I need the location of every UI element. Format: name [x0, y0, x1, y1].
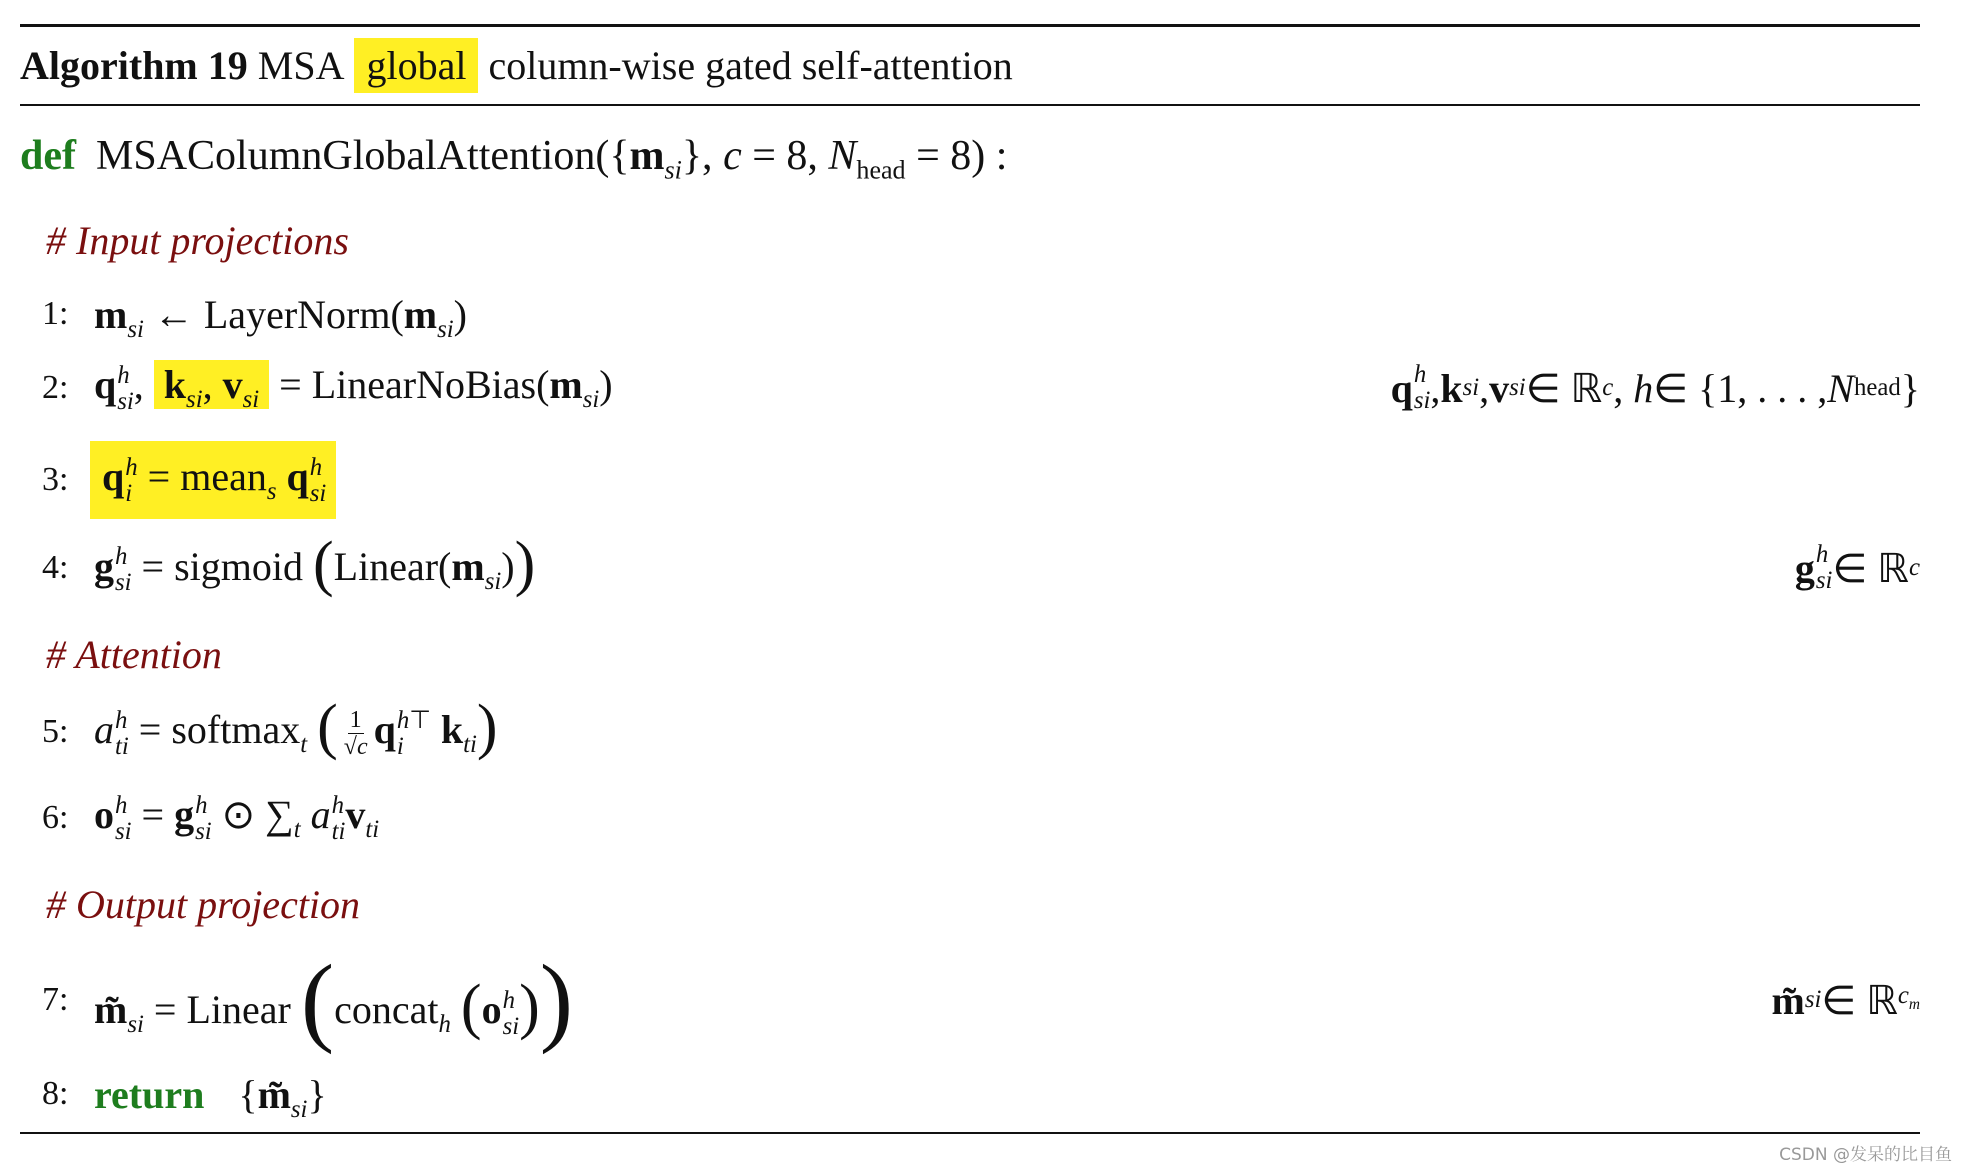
def-keyword: def: [20, 133, 76, 179]
title-rule: [20, 104, 1920, 106]
line-2-highlight: $k_{si}$, $v_{si}$: [154, 360, 269, 409]
algorithm-title: [20, 34, 1013, 96]
algorithm-label: Algorithm 19: [20, 42, 248, 88]
bottom-rule: [20, 1132, 1920, 1134]
line-1: [42, 284, 1920, 344]
line-3: [42, 440, 1920, 520]
comment-attention: # Attention: [46, 631, 222, 677]
line-1-expr: $m_{si}$ ← $LayerNorm(m_{si})$: [94, 291, 467, 343]
top-rule: [20, 24, 1920, 27]
line-2-expr: q h si , $k_{si}$, $v_{si}$ = $LinearNoBias(m_{si})$: [94, 361, 613, 415]
line-3-expr: q h i = mean$_s$ q h si: [90, 441, 336, 519]
function-signature: ($\{m_{si}\}$, c = 8, $N_{head} = 8$) :: [595, 133, 1008, 185]
algorithm-prefix: MSA: [257, 42, 345, 88]
line-5-expr: a h ti = softmax$_t$ ( $\frac{1}{√c}$ q h⊤ i $k_{ti}$): [94, 693, 498, 762]
line-7-expr: $m̃_{si}$ = Linear (concat$_h$ (o h si )): [94, 944, 574, 1055]
line-8-expr: $\{m̃_{si}\}$: [238, 1071, 327, 1123]
watermark: CSDN @发呆的比目鱼: [1779, 1145, 1952, 1165]
return-keyword: return: [94, 1071, 205, 1117]
line-number: 2:: [42, 369, 69, 406]
line-2: [42, 356, 1920, 420]
line-number: 7:: [42, 981, 69, 1018]
line-number: 8:: [42, 1075, 69, 1112]
line-6: [42, 786, 1920, 850]
comment-output-projection: # Output projection: [46, 881, 361, 927]
function-name: MSAColumnGlobalAttention: [96, 133, 596, 179]
line-7-annotation: m̃ si ∈ ℝ $c_m$: [1771, 977, 1920, 1023]
line-number: 6:: [42, 799, 69, 836]
line-number: 3:: [42, 461, 69, 498]
line-4-expr: g h si = sigmoid $(Linear(m_{si}))$: [94, 529, 536, 598]
algorithm-subtitle: column-wise gated self-attention: [488, 42, 1013, 88]
line-number: 4:: [42, 549, 69, 586]
line-8: [42, 1064, 1920, 1124]
line-number: 1:: [42, 295, 69, 332]
line-6-expr: o h si = g h si ⊙ $\sum_t$ a h ti $v_{ti}$: [94, 791, 380, 845]
def-line: [20, 126, 1920, 186]
line-number: 5:: [42, 713, 69, 750]
line-5: [42, 690, 1920, 774]
comment-input-projections: # Input projections: [46, 217, 349, 263]
line-4-annotation: g h si ∈ ℝ c: [1794, 540, 1920, 594]
line-2-annotation: q h si , k si , v si ∈ ℝ c , h ∈ {1, . . . , N head }: [1390, 360, 1920, 414]
algorithm-highlight: global: [354, 38, 478, 93]
line-4: [42, 529, 1920, 600]
line-7: [42, 944, 1920, 1055]
